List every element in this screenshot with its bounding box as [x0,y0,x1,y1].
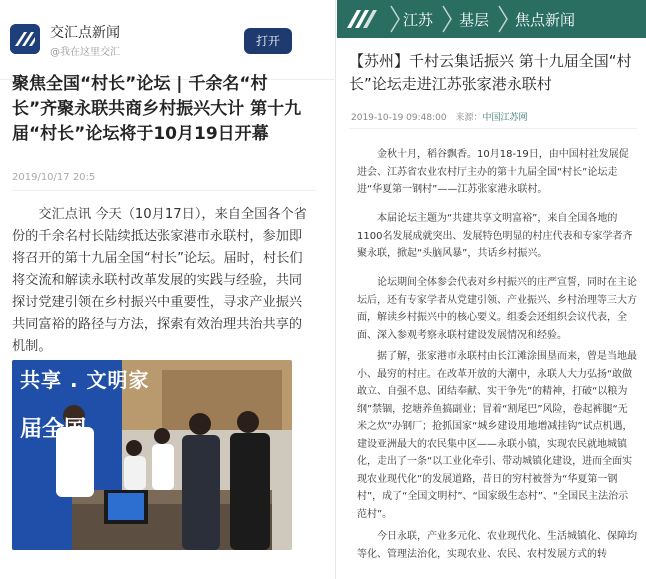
breadcrumb-separator-icon [497,4,511,34]
breadcrumb-item-jiceng[interactable]: 基层 [459,11,490,29]
photo-banner-text: 共享 . 文明家 [20,368,150,392]
photo-banner-text-2: 届全国 [20,417,87,442]
jiaohuidian-logo-icon [10,24,40,54]
article-body: 交汇点讯 今天（10月17日），来自全国各个省份的千余名村长陆续抵达张家港市永联村，参加即将召开的第十九届全国“村长”论坛。届时，村长们将交流和解读永联村改革发展的实践与经验，共同探讨党建引领在乡村振兴中重要性，寻求产业振兴共同富裕的路径与方法，探索有效治理共治共享的机制。 [12,207,307,354]
article-paragraph: 据了解，张家港市永联村由长江滩涂围垦而来，曾是当地最小、最穷的村庄。在改革开放的大潮中，永联人大力弘扬“敢做敢立、自强不息、团结奉献、实干争先”的精神，打破“以粮为纲”禁锢，挖塘养鱼搞副业；冒着“割尾巴”风险，卷起裤腿“无米之炊”办钢厂；抢抓国家“城乡建设用地增减挂钩”试点机遇，建设亚洲最大的农民集中区——永联小镇，实现农民就地城镇化，走出了一条“以工业化牵引、带动城镇化建设，进而全面实现农业现代化”的发展道路，昔日的穷村被誉为“华夏第一钢村”，成了“全国文明村”、“国家级生态村”、“全国民主法治示范村”。 [357,351,637,520]
site-header [337,0,646,38]
article-date: 2019/10/17 20:5 [12,172,96,183]
article-paragraph: 金秋十月，稻谷飘香。10月18-19日，由中国村社发展促进会、江苏省农业农村厅主办的第十九届全国“村长”论坛走进“华夏第一钢村”——江苏张家港永联村。 [357,149,629,195]
source-link[interactable]: 中国江苏网 [482,113,528,123]
article-paragraph: 今日永联，产业多元化、农业现代化、生活城镇化、保障均等化、管理法治化，实现农业、农民、农村发展方式的转 [357,531,637,560]
article-meta [351,110,528,123]
breadcrumb-item-focus-news[interactable]: 焦点新闻 [515,11,576,29]
event-photo [12,360,292,550]
article-title: 聚焦全国“村长”论坛 | 千余名“村长”齐聚永联共商乡村振兴大计 第十九届“村长”论坛将于10月19日开幕 [12,74,302,144]
jiangsu-site-logo-icon [343,4,387,34]
app-subtitle: @我在这里交汇 [50,47,120,58]
right-article-panel [337,0,646,579]
divider [12,190,316,191]
app-download-bar [0,0,336,80]
article-paragraph: 本届论坛主题为“共建共享文明富裕”，来自全国各地的1100名发展成就突出、发展特色明显的村庄代表和专家学者齐聚永联，掀起“头脑风暴”，共话乡村振兴。 [357,213,633,259]
article-paragraph: 论坛期间全体参会代表对乡村振兴的庄严宣誓，同时在主论坛后，还有专家学者从党建引领、产业振兴、乡村治理等三大方面，解读乡村振兴中的核心要义。组委会还组织会议代表，全面、深入参观考察永联村建设发展情况和经验。 [357,277,637,341]
breadcrumb-separator-icon [389,4,403,34]
breadcrumb-separator-icon [441,4,455,34]
app-name: 交汇点新闻 [50,25,120,41]
divider [349,128,637,129]
breadcrumb-item-jiangsu[interactable]: 江苏 [403,11,434,29]
source-label: 来源： [455,113,483,123]
article-time: 2019-10-19 09:48:00 [351,113,447,123]
article-title: 【苏州】千村云集话振兴 第十九届全国“村长”论坛走进江苏张家港永联村 [349,52,632,93]
open-app-button[interactable]: 打开 [244,28,292,54]
